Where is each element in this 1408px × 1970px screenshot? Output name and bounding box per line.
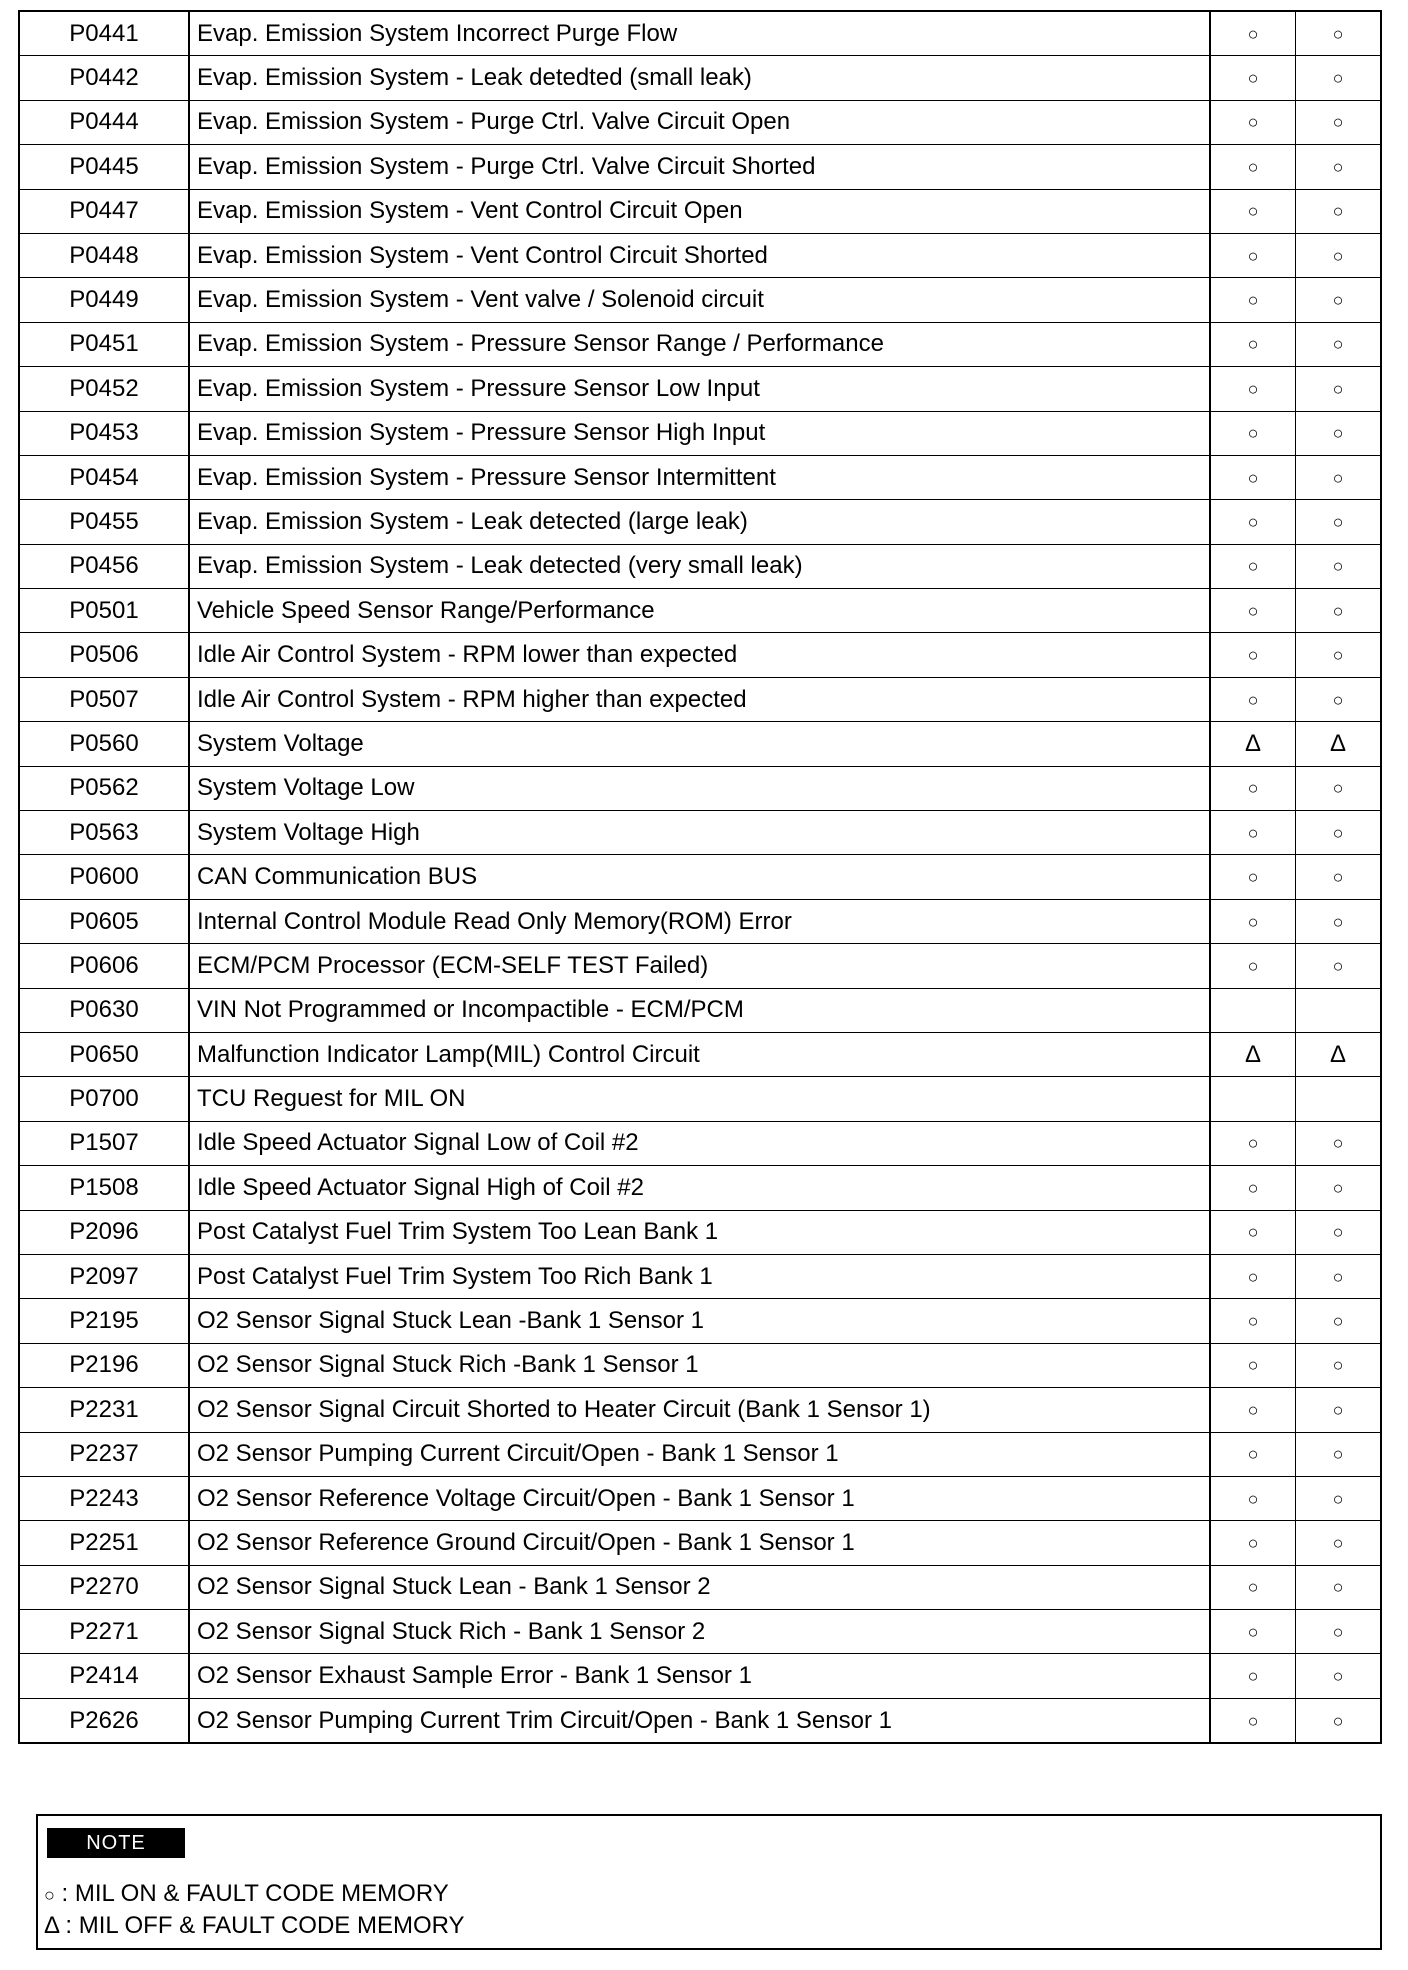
mil-status-cell-1: ○ bbox=[1210, 1299, 1296, 1343]
dtc-description-cell: System Voltage High bbox=[189, 811, 1210, 855]
mil-status-cell-2: ○ bbox=[1296, 1565, 1382, 1609]
dtc-code-cell: P2626 bbox=[19, 1698, 189, 1743]
dtc-code-cell: P0455 bbox=[19, 500, 189, 544]
mil-status-cell-2: ○ bbox=[1296, 589, 1382, 633]
table-row bbox=[19, 722, 1381, 766]
mil-status-cell-2 bbox=[1296, 1077, 1382, 1121]
dtc-code-cell: P2270 bbox=[19, 1565, 189, 1609]
dtc-description-cell: Evap. Emission System - Purge Ctrl. Valve Circuit Shorted bbox=[189, 145, 1210, 189]
dtc-code-cell: P0563 bbox=[19, 811, 189, 855]
dtc-description-cell: Internal Control Module Read Only Memory(ROM) Error bbox=[189, 899, 1210, 943]
dtc-description-cell: O2 Sensor Signal Stuck Rich - Bank 1 Sensor 2 bbox=[189, 1610, 1210, 1654]
dtc-description-cell: Post Catalyst Fuel Trim System Too Rich Bank 1 bbox=[189, 1254, 1210, 1298]
table-row bbox=[19, 1476, 1381, 1520]
table-row bbox=[19, 100, 1381, 144]
table-row bbox=[19, 1032, 1381, 1076]
mil-status-cell-2: ○ bbox=[1296, 1698, 1382, 1743]
dtc-code-cell: P0606 bbox=[19, 944, 189, 988]
table-row bbox=[19, 1299, 1381, 1343]
table-row bbox=[19, 233, 1381, 277]
dtc-description-cell: Evap. Emission System - Vent valve / Solenoid circuit bbox=[189, 278, 1210, 322]
dtc-description-cell: Idle Air Control System - RPM higher than expected bbox=[189, 677, 1210, 721]
dtc-code-cell: P0456 bbox=[19, 544, 189, 588]
mil-status-cell-1: ○ bbox=[1210, 633, 1296, 677]
mil-status-cell-1: ○ bbox=[1210, 589, 1296, 633]
dtc-description-cell: CAN Communication BUS bbox=[189, 855, 1210, 899]
mil-status-cell-2: ○ bbox=[1296, 855, 1382, 899]
mil-status-cell-1: ○ bbox=[1210, 1343, 1296, 1387]
mil-status-cell-2: Δ bbox=[1296, 722, 1382, 766]
mil-status-cell-1 bbox=[1210, 988, 1296, 1032]
dtc-description-cell: System Voltage bbox=[189, 722, 1210, 766]
table-row bbox=[19, 1565, 1381, 1609]
dtc-code-cell: P0501 bbox=[19, 589, 189, 633]
dtc-code-cell: P0560 bbox=[19, 722, 189, 766]
dtc-description-cell: Evap. Emission System - Vent Control Circuit Shorted bbox=[189, 233, 1210, 277]
mil-status-cell-1: ○ bbox=[1210, 1698, 1296, 1743]
dtc-code-cell: P0507 bbox=[19, 677, 189, 721]
mil-status-cell-2: ○ bbox=[1296, 278, 1382, 322]
mil-status-cell-1: ○ bbox=[1210, 944, 1296, 988]
dtc-code-cell: P2414 bbox=[19, 1654, 189, 1698]
dtc-description-cell: Evap. Emission System - Leak detected (very small leak) bbox=[189, 544, 1210, 588]
table-row bbox=[19, 855, 1381, 899]
dtc-description-cell: Evap. Emission System - Vent Control Circuit Open bbox=[189, 189, 1210, 233]
mil-status-cell-2: ○ bbox=[1296, 189, 1382, 233]
table-row bbox=[19, 500, 1381, 544]
mil-status-cell-1: ○ bbox=[1210, 899, 1296, 943]
dtc-code-cell: P0447 bbox=[19, 189, 189, 233]
dtc-description-cell: O2 Sensor Signal Circuit Shorted to Heater Circuit (Bank 1 Sensor 1) bbox=[189, 1388, 1210, 1432]
mil-status-cell-1: ○ bbox=[1210, 1521, 1296, 1565]
dtc-code-cell: P2271 bbox=[19, 1610, 189, 1654]
mil-off-symbol: Δ bbox=[44, 1912, 59, 1939]
dtc-code-cell: P2251 bbox=[19, 1521, 189, 1565]
mil-status-cell-2: ○ bbox=[1296, 455, 1382, 499]
table-row bbox=[19, 1343, 1381, 1387]
dtc-code-cell: P0448 bbox=[19, 233, 189, 277]
dtc-description-cell: VIN Not Programmed or Incompactible - ECM/PCM bbox=[189, 988, 1210, 1032]
mil-status-cell-1: ○ bbox=[1210, 233, 1296, 277]
dtc-code-cell: P0444 bbox=[19, 100, 189, 144]
mil-status-cell-2: ○ bbox=[1296, 367, 1382, 411]
dtc-description-cell: Evap. Emission System - Purge Ctrl. Valve Circuit Open bbox=[189, 100, 1210, 144]
mil-status-cell-1: ○ bbox=[1210, 766, 1296, 810]
mil-status-cell-2: ○ bbox=[1296, 500, 1382, 544]
table-row bbox=[19, 278, 1381, 322]
table-row bbox=[19, 766, 1381, 810]
mil-status-cell-1: ○ bbox=[1210, 367, 1296, 411]
mil-status-cell-2: ○ bbox=[1296, 145, 1382, 189]
dtc-code-cell: P0445 bbox=[19, 145, 189, 189]
mil-status-cell-1: ○ bbox=[1210, 145, 1296, 189]
dtc-code-cell: P0452 bbox=[19, 367, 189, 411]
table-row bbox=[19, 1432, 1381, 1476]
dtc-description-cell: O2 Sensor Signal Stuck Rich -Bank 1 Sensor 1 bbox=[189, 1343, 1210, 1387]
dtc-code-cell: P0605 bbox=[19, 899, 189, 943]
mil-status-cell-1: ○ bbox=[1210, 1121, 1296, 1165]
dtc-code-cell: P2196 bbox=[19, 1343, 189, 1387]
mil-status-cell-1: ○ bbox=[1210, 11, 1296, 56]
mil-status-cell-1: ○ bbox=[1210, 811, 1296, 855]
mil-status-cell-2: ○ bbox=[1296, 899, 1382, 943]
table-row bbox=[19, 11, 1381, 56]
mil-status-cell-1: ○ bbox=[1210, 1388, 1296, 1432]
mil-status-cell-2: ○ bbox=[1296, 544, 1382, 588]
dtc-description-cell: Evap. Emission System - Leak detedted (small leak) bbox=[189, 56, 1210, 100]
mil-status-cell-2: ○ bbox=[1296, 1388, 1382, 1432]
mil-status-cell-1: ○ bbox=[1210, 411, 1296, 455]
mil-status-cell-2: ○ bbox=[1296, 1343, 1382, 1387]
mil-status-cell-2: ○ bbox=[1296, 1254, 1382, 1298]
dtc-description-cell: O2 Sensor Signal Stuck Lean -Bank 1 Sensor 1 bbox=[189, 1299, 1210, 1343]
mil-status-cell-2: ○ bbox=[1296, 100, 1382, 144]
mil-status-cell-1: ○ bbox=[1210, 278, 1296, 322]
table-row bbox=[19, 1610, 1381, 1654]
table-row bbox=[19, 988, 1381, 1032]
dtc-description-cell: O2 Sensor Signal Stuck Lean - Bank 1 Sensor 2 bbox=[189, 1565, 1210, 1609]
dtc-code-cell: P0454 bbox=[19, 455, 189, 499]
mil-status-cell-2: ○ bbox=[1296, 1432, 1382, 1476]
mil-status-cell-1: ○ bbox=[1210, 100, 1296, 144]
dtc-code-cell: P2097 bbox=[19, 1254, 189, 1298]
dtc-table bbox=[18, 10, 1382, 1744]
mil-status-cell-2: ○ bbox=[1296, 944, 1382, 988]
dtc-description-cell: Evap. Emission System - Leak detected (large leak) bbox=[189, 500, 1210, 544]
mil-status-cell-2: ○ bbox=[1296, 322, 1382, 366]
mil-status-cell-2: ○ bbox=[1296, 1610, 1382, 1654]
dtc-code-cell: P1508 bbox=[19, 1166, 189, 1210]
mil-status-cell-1: ○ bbox=[1210, 322, 1296, 366]
note-box bbox=[36, 1814, 1382, 1950]
mil-on-text: : MIL ON & FAULT CODE MEMORY bbox=[54, 1880, 449, 1907]
table-row bbox=[19, 1121, 1381, 1165]
dtc-description-cell: TCU Reguest for MIL ON bbox=[189, 1077, 1210, 1121]
table-row bbox=[19, 1166, 1381, 1210]
table-row bbox=[19, 589, 1381, 633]
mil-on-symbol: ○ bbox=[44, 1885, 55, 1905]
table-row bbox=[19, 1388, 1381, 1432]
table-row bbox=[19, 367, 1381, 411]
mil-status-cell-2: ○ bbox=[1296, 677, 1382, 721]
table-row bbox=[19, 189, 1381, 233]
table-row bbox=[19, 1210, 1381, 1254]
dtc-description-cell: O2 Sensor Pumping Current Circuit/Open - Bank 1 Sensor 1 bbox=[189, 1432, 1210, 1476]
note-legend-mil-on bbox=[44, 1882, 449, 1906]
mil-status-cell-2: ○ bbox=[1296, 1299, 1382, 1343]
dtc-description-cell: Evap. Emission System - Pressure Sensor Intermittent bbox=[189, 455, 1210, 499]
dtc-code-cell: P1507 bbox=[19, 1121, 189, 1165]
table-row bbox=[19, 56, 1381, 100]
mil-status-cell-1: ○ bbox=[1210, 189, 1296, 233]
mil-status-cell-2: ○ bbox=[1296, 633, 1382, 677]
table-row bbox=[19, 944, 1381, 988]
dtc-description-cell: O2 Sensor Exhaust Sample Error - Bank 1 Sensor 1 bbox=[189, 1654, 1210, 1698]
mil-status-cell-2: ○ bbox=[1296, 811, 1382, 855]
mil-status-cell-1: ○ bbox=[1210, 1254, 1296, 1298]
mil-status-cell-1: ○ bbox=[1210, 1432, 1296, 1476]
dtc-code-cell: P0600 bbox=[19, 855, 189, 899]
mil-status-cell-2: ○ bbox=[1296, 1476, 1382, 1520]
mil-status-cell-1: ○ bbox=[1210, 56, 1296, 100]
mil-status-cell-2: ○ bbox=[1296, 1210, 1382, 1254]
dtc-code-cell: P2243 bbox=[19, 1476, 189, 1520]
table-row bbox=[19, 544, 1381, 588]
dtc-description-cell: System Voltage Low bbox=[189, 766, 1210, 810]
dtc-code-cell: P2096 bbox=[19, 1210, 189, 1254]
mil-status-cell-2: ○ bbox=[1296, 11, 1382, 56]
mil-status-cell-2: ○ bbox=[1296, 1654, 1382, 1698]
mil-status-cell-1: ○ bbox=[1210, 1610, 1296, 1654]
table-row bbox=[19, 411, 1381, 455]
dtc-code-cell: P0700 bbox=[19, 1077, 189, 1121]
mil-status-cell-1: ○ bbox=[1210, 455, 1296, 499]
dtc-code-cell: P0449 bbox=[19, 278, 189, 322]
dtc-code-cell: P0562 bbox=[19, 766, 189, 810]
dtc-code-cell: P0650 bbox=[19, 1032, 189, 1076]
mil-status-cell-2: ○ bbox=[1296, 1521, 1382, 1565]
dtc-description-cell: Post Catalyst Fuel Trim System Too Lean Bank 1 bbox=[189, 1210, 1210, 1254]
mil-status-cell-1 bbox=[1210, 1077, 1296, 1121]
dtc-description-cell: Evap. Emission System - Pressure Sensor Low Input bbox=[189, 367, 1210, 411]
dtc-code-cell: P2195 bbox=[19, 1299, 189, 1343]
table-row bbox=[19, 811, 1381, 855]
mil-status-cell-2: ○ bbox=[1296, 766, 1382, 810]
table-row bbox=[19, 145, 1381, 189]
table-row bbox=[19, 455, 1381, 499]
table-row bbox=[19, 1654, 1381, 1698]
mil-status-cell-1: Δ bbox=[1210, 722, 1296, 766]
dtc-description-cell: Evap. Emission System - Pressure Sensor Range / Performance bbox=[189, 322, 1210, 366]
dtc-description-cell: Malfunction Indicator Lamp(MIL) Control Circuit bbox=[189, 1032, 1210, 1076]
dtc-table-body bbox=[19, 11, 1381, 1743]
mil-status-cell-1: ○ bbox=[1210, 500, 1296, 544]
dtc-description-cell: O2 Sensor Pumping Current Trim Circuit/Open - Bank 1 Sensor 1 bbox=[189, 1698, 1210, 1743]
mil-status-cell-2: ○ bbox=[1296, 56, 1382, 100]
table-row bbox=[19, 633, 1381, 677]
dtc-code-cell: P0453 bbox=[19, 411, 189, 455]
mil-status-cell-2: ○ bbox=[1296, 233, 1382, 277]
table-row bbox=[19, 1077, 1381, 1121]
mil-status-cell-1: Δ bbox=[1210, 1032, 1296, 1076]
table-row bbox=[19, 1254, 1381, 1298]
dtc-code-cell: P2237 bbox=[19, 1432, 189, 1476]
dtc-code-cell: P0630 bbox=[19, 988, 189, 1032]
dtc-code-cell: P0506 bbox=[19, 633, 189, 677]
table-row bbox=[19, 1521, 1381, 1565]
dtc-description-cell: ECM/PCM Processor (ECM-SELF TEST Failed) bbox=[189, 944, 1210, 988]
dtc-description-cell: Evap. Emission System Incorrect Purge Flow bbox=[189, 11, 1210, 56]
mil-status-cell-1: ○ bbox=[1210, 677, 1296, 721]
mil-status-cell-1: ○ bbox=[1210, 544, 1296, 588]
mil-status-cell-1: ○ bbox=[1210, 855, 1296, 899]
dtc-description-cell: Idle Speed Actuator Signal High of Coil #2 bbox=[189, 1166, 1210, 1210]
mil-status-cell-2: ○ bbox=[1296, 1121, 1382, 1165]
dtc-code-cell: P0442 bbox=[19, 56, 189, 100]
note-legend-mil-off bbox=[44, 1914, 465, 1938]
dtc-code-cell: P0441 bbox=[19, 11, 189, 56]
table-row bbox=[19, 322, 1381, 366]
dtc-description-cell: Idle Air Control System - RPM lower than expected bbox=[189, 633, 1210, 677]
mil-off-text: : MIL OFF & FAULT CODE MEMORY bbox=[58, 1912, 465, 1939]
mil-status-cell-2 bbox=[1296, 988, 1382, 1032]
table-row bbox=[19, 677, 1381, 721]
mil-status-cell-2: ○ bbox=[1296, 1166, 1382, 1210]
mil-status-cell-1: ○ bbox=[1210, 1166, 1296, 1210]
mil-status-cell-1: ○ bbox=[1210, 1654, 1296, 1698]
mil-status-cell-1: ○ bbox=[1210, 1210, 1296, 1254]
dtc-description-cell: O2 Sensor Reference Ground Circuit/Open - Bank 1 Sensor 1 bbox=[189, 1521, 1210, 1565]
table-row bbox=[19, 899, 1381, 943]
dtc-description-cell: O2 Sensor Reference Voltage Circuit/Open - Bank 1 Sensor 1 bbox=[189, 1476, 1210, 1520]
dtc-description-cell: Idle Speed Actuator Signal Low of Coil #2 bbox=[189, 1121, 1210, 1165]
dtc-description-cell: Vehicle Speed Sensor Range/Performance bbox=[189, 589, 1210, 633]
dtc-code-cell: P0451 bbox=[19, 322, 189, 366]
mil-status-cell-2: Δ bbox=[1296, 1032, 1382, 1076]
dtc-description-cell: Evap. Emission System - Pressure Sensor High Input bbox=[189, 411, 1210, 455]
mil-status-cell-2: ○ bbox=[1296, 411, 1382, 455]
mil-status-cell-1: ○ bbox=[1210, 1565, 1296, 1609]
table-row bbox=[19, 1698, 1381, 1743]
mil-status-cell-1: ○ bbox=[1210, 1476, 1296, 1520]
dtc-code-cell: P2231 bbox=[19, 1388, 189, 1432]
note-title: NOTE bbox=[47, 1828, 185, 1858]
